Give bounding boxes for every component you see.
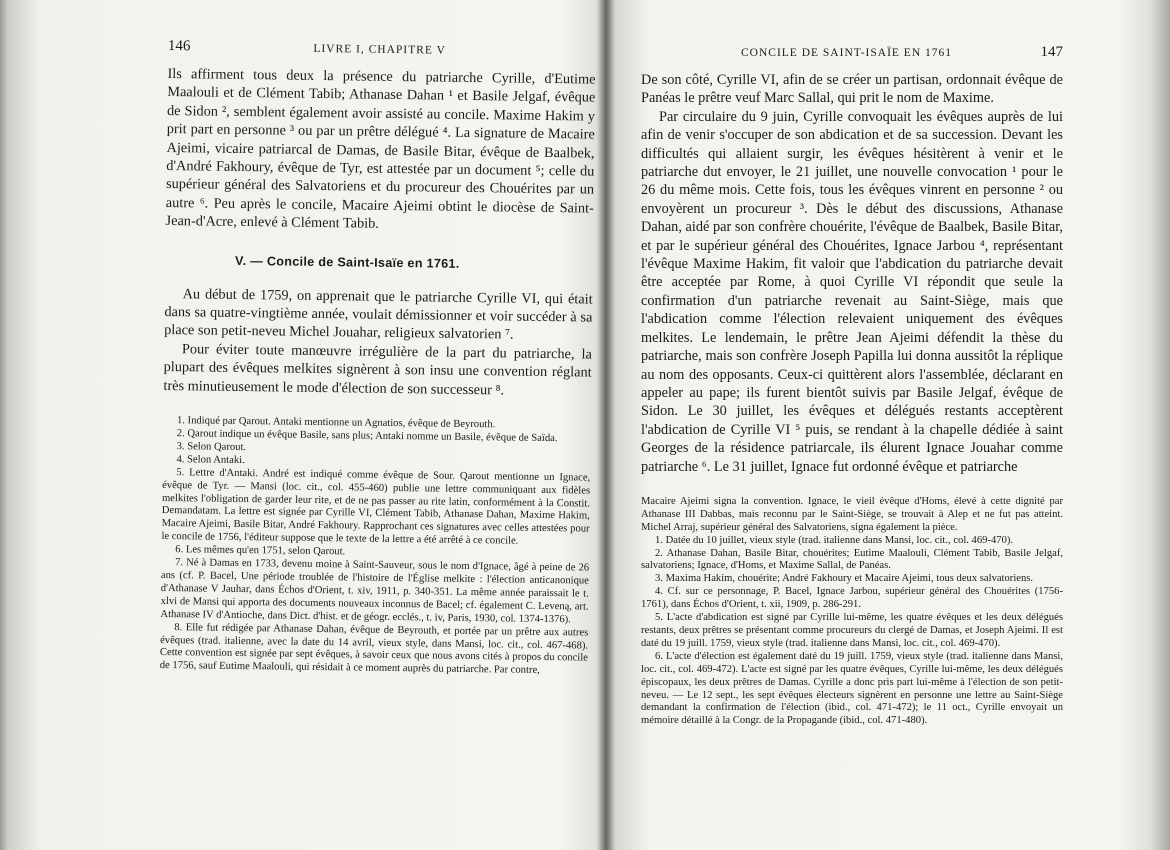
left-paragraph-2: Au début de 1759, on apprenait que le patriarche Cyrille VI, qui était dans sa quatre-vingtième année, voulait démissionner et voir succéder à sa place son petit-neveu Michel Jouahar, religieux salvatorien ⁷. xyxy=(164,285,593,344)
footnote: 5. L'acte d'abdication est signé par Cyrille lui-même, les quatre évêques et les deux délégués restants, deux prêtres se présentant comme procureurs du clergé de Damas, et Joseph Ajeimi. Il est daté du 19 juill. 1759, vieux style (trad. italienne dans Mansi, loc. cit., col. 469-470). xyxy=(641,612,1063,649)
footnote: 4. Selon Antaki. xyxy=(176,453,245,466)
right-running-head: CONCILE DE SAINT-ISAÏE EN 1761 xyxy=(741,47,953,59)
right-paragraph-2: Par circulaire du 9 juin, Cyrille convoquait les évêques auprès de lui afin de venir s'occuper de son abdication et de sa succession. Devant les difficultés qui allaient surgir, les évêques hésitèrent à venir et le patriarche dut envoyer, le 21 juillet, une nouvelle convocation ¹ pour le 26 du même mois. Cette fois, tous les évêques vinrent en personne ² ou envoyèrent un procureur ³. Dès le début des discussions, Athanase Dahan, aidé par son confrère chouérite, l'évêque de Baalbek, Basile Bitar, et par le supérieur général des Chouérites, Ignace Jarbou ⁴, représentant l'évêque Maxime Hakim, fit valoir que l'abdication du patriarche devait être acceptée par Rome, à quoi Cyrille VI répondit que seule la confirmation d'un patriarche revenait au Saint-Siège, mais que l'abdication comme l'élection relevaient uniquement des évêques melkites. Le lendemain, le prêtre Jean Ajeimi défendit la thèse du patriarche, mais son confrère Joseph Papilla lui donna aussitôt la réplique au nom des opposants. Ceux-ci quittèrent alors l'assemblée, déclarant en appeler au pape; ils furent bientôt suivis par Basile Jelgaf, évêque de Sidon. Le 30 juillet, les évêques et délégués restants acceptèrent l'abdication de Cyrille VI ⁵ puis, se rendant à la chapelle dédiée à saint Georges de la résidence patriarcale, ils élurent Ignace Jouahar comme patriarche ⁶. Le 31 juillet, Ignace fut ordonné évêque et patriarche xyxy=(641,108,1063,475)
left-page-header xyxy=(168,38,596,61)
footnote: 6. Les mêmes qu'en 1751, selon Qarout. xyxy=(175,544,346,558)
footnote: 6. L'acte d'élection est également daté du 19 juill. 1759, vieux style (trad. italienne dans Mansi, loc. cit., col. 469-472). L'acte est signé par les quatre évêques, Cyrille lui-même, les deux délégués épiscopaux, les deux prêtres de Damas. Cyrille a donc pris part lui-même à l'élection de son petit-neveu. — Le 12 sept., les sept évêques électeurs signèrent en personne une lettre au Saint-Siège demandant la confirmation de l'élection (ibid., col. 471-472); le 11 oct., Cyrille envoyait un mémoire détaillé à la Congr. de la Propagande (ibid., col. 471-480). xyxy=(641,650,1063,727)
left-page-number: 146 xyxy=(167,38,191,55)
left-page xyxy=(160,38,596,679)
footnote: 8. Elle fut rédigée par Athanase Dahan, évêque de Beyrouth, et portée par un prêtre aux autres évêques (trad. italienne, avec la date du 14 avril, vieux style, dans Mansi, loc. cit., col. 467-468). Cette convention est signée par sept évêques, à savoir ceux que nous avons cités à propos du concile de 1756, sauf Eutime Maalouli, qui résidait à ce moment auprès du patriarche. Par contre, xyxy=(159,621,589,677)
footnote: 1. Indiqué par Qarout. Antaki mentionne un Agnatios, évêque de Beyrouth. xyxy=(176,415,496,431)
left-footnotes xyxy=(160,415,591,679)
footnote: 1. Datée du 10 juillet, vieux style (trad. italienne dans Mansi, loc. cit., col. 469-470). xyxy=(655,534,1014,546)
footnote: 5. Lettre d'Antaki. André est indiqué comme évêque de Sour. Qarout mentionne un Ignace, évêque de Tyr. — Mansi (loc. cit., col. 455-460) publie une lettre communiquant aux fidèles melkites l'obligation de garder leur rite, et de ne pas passer au rite latin, conformément à la Constit. Demandatam. La lettre est signée par Cyrille VI, Clément Tabib, Athanase Dahan, Maxime Hakim, Macaire Ajeimi, Basile Bitar, André Fakhoury. Rapprochant ces signatures avec celles attestées pour le concile de 1756, l'éditeur suppose que le texte de la lettre a été arrêté à ce concile. xyxy=(161,466,591,547)
footnote: 7. Né à Damas en 1733, devenu moine à Saint-Sauveur, sous le nom d'Ignace, âgé à peine de 26 ans (cf. P. Bacel, Une période troublée de l'histoire de l'Église melkite : l'élection anticanonique d'Athanase V Jauhar, dans Échos d'Orient, t. xiv, 1911, p. 340-351. La même année paraissait le t. xlvi de Mansi qui apporta des documents nouveaux inconnus de Bacel; cf. également C. Leveną, art. Athanase IV d'Antioche, dans Dict. d'hist. et de géogr. ecclés., t. iv, Paris, 1930, col. 1374-1376). xyxy=(160,557,590,626)
right-page-number: 147 xyxy=(1040,44,1063,60)
footnote: 3. Maxima Hakim, chouérite; André Fakhoury et Macaire Ajeimi, tous deux salvatoriens. xyxy=(655,573,1034,585)
right-body-text xyxy=(641,71,1063,476)
footnote: 4. Cf. sur ce personnage, P. Bacel, Ignace Jarbou, supérieur général des Chouérites (1756-1761), dans Échos d'Orient, t. xii, 1909, p. 286-291. xyxy=(641,586,1063,611)
footnote: Macaire Ajeimi signa la convention. Ignace, le vieil évêque d'Homs, élevé à cette dignité par Athanase III Dabbas, mais reconnu par le Saint-Siège, se trouvait à Alep et ne fut pas atteint. Michel Arraj, supérieur général des Salvatoriens, signa également la pièce. xyxy=(641,495,1063,533)
right-paragraph-1: De son côté, Cyrille VI, afin de se créer un partisan, ordonnait évêque de Panéas le prêtre veuf Marc Sallal, qui prit le nom de Maxime. xyxy=(641,72,1063,107)
left-running-head: LIVRE I, CHAPITRE V xyxy=(313,42,446,57)
footnote: 2. Qarout indique un évêque Basile, sans plus; Antaki nomme un Basile, évêque de Saïda. xyxy=(176,428,558,445)
book-spine xyxy=(598,0,614,850)
footnote: 3. Selon Qarout. xyxy=(176,441,247,453)
left-paragraph-3: Pour éviter toute manœuvre irrégulière de la part du patriarche, la plupart des évêques melkites signèrent à son insu une convention réglant très minutieusement le mode d'élection de son successeur ⁸. xyxy=(163,341,592,399)
footnote: 2. Athanase Dahan, Basile Bitar, chouérites; Eutime Maalouli, Clément Tabib, Basile Jelgaf, salvatoriens; Ignace, d'Homs, et Maxime Sallal, de Panéas. xyxy=(641,547,1063,572)
left-body-text xyxy=(163,65,595,401)
left-paragraph-1: Ils affirment tous deux la présence du patriarche Cyrille, d'Eutime Maalouli et de Clément Tabib; Athanase Dahan ¹ et Basile Jelgaf, évêque de Sidon ², semblent également avoir assisté au concile. Maxime Hakim y prit part en personne ³ ou par un prêtre délégué ⁴. La signature de Macaire Ajeimi, vicaire patriarcal de Damas, de Basile Bitar, évêque de Baalbek, d'André Fakhoury, évêque de Tyr, est attestée par un document ⁵; celle du supérieur général des Salvatoriens et du procureur des Chouérites par un autre ⁶. Peu après le concile, Macaire Ajeimi obtint le diocèse de Saint-Jean-d'Acre, enlevé à Clément Tabib. xyxy=(165,65,596,233)
section-heading: V. — Concile de Saint-Isaïe en 1761. xyxy=(235,253,460,271)
right-page-header xyxy=(641,44,1063,61)
right-footnotes xyxy=(641,496,1063,728)
right-page xyxy=(641,44,1063,728)
